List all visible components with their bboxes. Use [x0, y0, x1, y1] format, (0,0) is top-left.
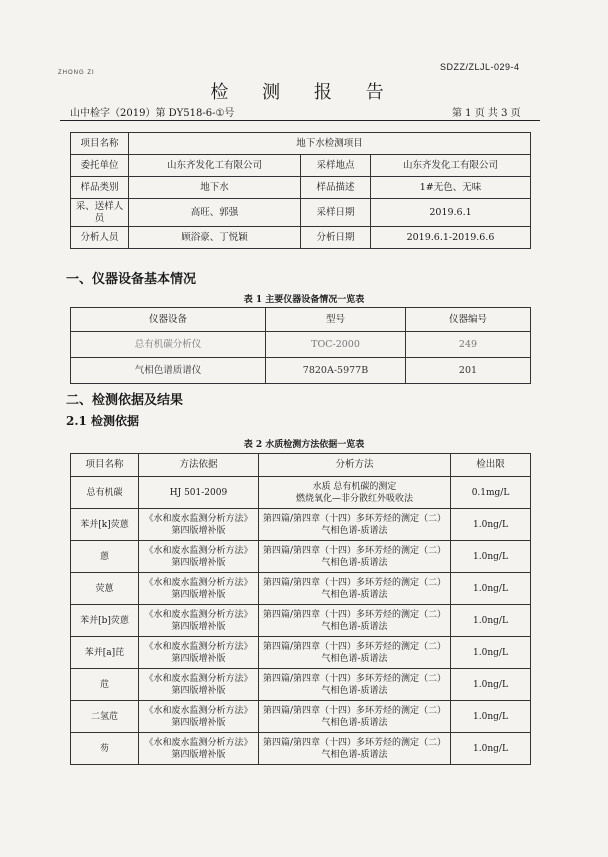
- report-number: 山中检字（2019）第 DY518-6-①号: [70, 108, 235, 119]
- method-basis: HJ 501-2009: [139, 477, 259, 509]
- info-label: 分析日期: [301, 227, 371, 249]
- item-name: 苯并[a]芘: [71, 637, 139, 669]
- item-name: 二氢苊: [71, 701, 139, 733]
- equipment-model: TOC-2000: [266, 332, 406, 358]
- info-row: [71, 199, 531, 227]
- info-value: 地下水检测项目: [129, 133, 531, 155]
- detection-limit: 1.0ng/L: [451, 733, 531, 765]
- info-row: [71, 155, 531, 177]
- table-row: [71, 541, 531, 573]
- item-name: 荧蒽: [71, 573, 139, 605]
- table-header-row: [71, 454, 531, 477]
- analysis-method: 第四篇/第四章（十四）多环芳烃的测定（二）气相色谱-质谱法: [259, 509, 451, 541]
- document-code: SDZZ/ZLJL-029-4: [440, 62, 520, 72]
- analysis-method: 第四篇/第四章（十四）多环芳烃的测定（二）气相色谱-质谱法: [259, 669, 451, 701]
- table1-caption: 表 1 主要仪器设备情况一览表: [243, 295, 365, 305]
- table2-caption: 表 2 水质检测方法依据一览表: [243, 440, 365, 450]
- info-value: 地下水: [129, 177, 301, 199]
- analysis-method: 第四篇/第四章（十四）多环芳烃的测定（二）气相色谱-质谱法: [259, 733, 451, 765]
- method-basis: 《水和废水监测分析方法》第四版增补版: [139, 637, 259, 669]
- info-label: 采样日期: [301, 199, 371, 227]
- item-name: 芴: [71, 733, 139, 765]
- info-value: 山东齐发化工有限公司: [371, 155, 531, 177]
- detection-limit: 1.0ng/L: [451, 509, 531, 541]
- item-name: 苊: [71, 669, 139, 701]
- info-label: 样品描述: [301, 177, 371, 199]
- info-row: [71, 133, 531, 155]
- item-name: 总有机碳: [71, 477, 139, 509]
- info-value: 1#无色、无味: [371, 177, 531, 199]
- table-row: [71, 637, 531, 669]
- method-basis: 《水和废水监测分析方法》第四版增补版: [139, 573, 259, 605]
- method-basis: 《水和废水监测分析方法》第四版增补版: [139, 733, 259, 765]
- info-value: 2019.6.1-2019.6.6: [371, 227, 531, 249]
- table-row: [71, 669, 531, 701]
- info-row: [71, 177, 531, 199]
- info-label: 项目名称: [71, 133, 129, 155]
- info-row: [71, 227, 531, 249]
- detection-limit: 1.0ng/L: [451, 541, 531, 573]
- detection-limit: 1.0ng/L: [451, 573, 531, 605]
- info-label: 分析人员: [71, 227, 129, 249]
- equipment-table: [70, 307, 531, 384]
- table-row: [71, 573, 531, 605]
- info-label: 样品类别: [71, 177, 129, 199]
- item-name: 苯并[b]荧蒽: [71, 605, 139, 637]
- analysis-method: 第四篇/第四章（十四）多环芳烃的测定（二）气相色谱-质谱法: [259, 637, 451, 669]
- column-header: 型号: [266, 308, 406, 332]
- table-row: [71, 605, 531, 637]
- column-header: 项目名称: [71, 454, 139, 477]
- side-mark: ZHONG ZI: [58, 70, 95, 76]
- method-basis: 《水和废水监测分析方法》第四版增补版: [139, 701, 259, 733]
- info-label: 采、送样人员: [71, 199, 129, 227]
- analysis-method: 第四篇/第四章（十四）多环芳烃的测定（二）气相色谱-质谱法: [259, 573, 451, 605]
- column-header: 方法依据: [139, 454, 259, 477]
- equipment-name: 气相色谱质谱仪: [71, 358, 266, 384]
- equipment-name: 总有机碳分析仪: [71, 332, 266, 358]
- method-basis: 《水和废水监测分析方法》第四版增补版: [139, 509, 259, 541]
- info-label: 采样地点: [301, 155, 371, 177]
- project-info-table: [70, 132, 531, 249]
- table-row: [71, 477, 531, 509]
- detection-limit: 1.0ng/L: [451, 637, 531, 669]
- method-basis: 《水和废水监测分析方法》第四版增补版: [139, 605, 259, 637]
- analysis-method: 第四篇/第四章（十四）多环芳烃的测定（二）气相色谱-质谱法: [259, 701, 451, 733]
- column-header: 仪器编号: [406, 308, 531, 332]
- table-header-row: [71, 308, 531, 332]
- info-label: 委托单位: [71, 155, 129, 177]
- header-rule: [60, 120, 540, 121]
- table-row: [71, 358, 531, 384]
- equipment-number: 201: [406, 358, 531, 384]
- detection-limit: 0.1mg/L: [451, 477, 531, 509]
- table-row: [71, 701, 531, 733]
- info-value: 2019.6.1: [371, 199, 531, 227]
- item-name: 蒽: [71, 541, 139, 573]
- info-value: 顾浴豪、丁悦颖: [129, 227, 301, 249]
- equipment-model: 7820A-5977B: [266, 358, 406, 384]
- method-table: [70, 453, 531, 765]
- info-value: 山东齐发化工有限公司: [129, 155, 301, 177]
- analysis-method: 第四篇/第四章（十四）多环芳烃的测定（二）气相色谱-质谱法: [259, 541, 451, 573]
- subsection-heading: 2.1 检测依据: [66, 414, 140, 428]
- method-basis: 《水和废水监测分析方法》第四版增补版: [139, 669, 259, 701]
- table-row: [71, 509, 531, 541]
- analysis-method: 水质 总有机碳的测定 燃烧氧化—非分散红外吸收法: [259, 477, 451, 509]
- table-row: [71, 332, 531, 358]
- section-heading-equipment: 一、仪器设备基本情况: [66, 272, 197, 287]
- table-row: [71, 733, 531, 765]
- column-header: 仪器设备: [71, 308, 266, 332]
- detection-limit: 1.0ng/L: [451, 669, 531, 701]
- detection-limit: 1.0ng/L: [451, 701, 531, 733]
- page-number: 第 1 页 共 3 页: [452, 108, 521, 119]
- item-name: 苯并[k]荧蒽: [71, 509, 139, 541]
- method-basis: 《水和废水监测分析方法》第四版增补版: [139, 541, 259, 573]
- analysis-method: 第四篇/第四章（十四）多环芳烃的测定（二）气相色谱-质谱法: [259, 605, 451, 637]
- column-header: 检出限: [451, 454, 531, 477]
- info-value: 高旺、郭强: [129, 199, 301, 227]
- report-title: 检 测 报 告: [210, 82, 398, 103]
- equipment-number: 249: [406, 332, 531, 358]
- detection-limit: 1.0ng/L: [451, 605, 531, 637]
- section-heading-basis: 二、检测依据及结果: [66, 393, 184, 408]
- column-header: 分析方法: [259, 454, 451, 477]
